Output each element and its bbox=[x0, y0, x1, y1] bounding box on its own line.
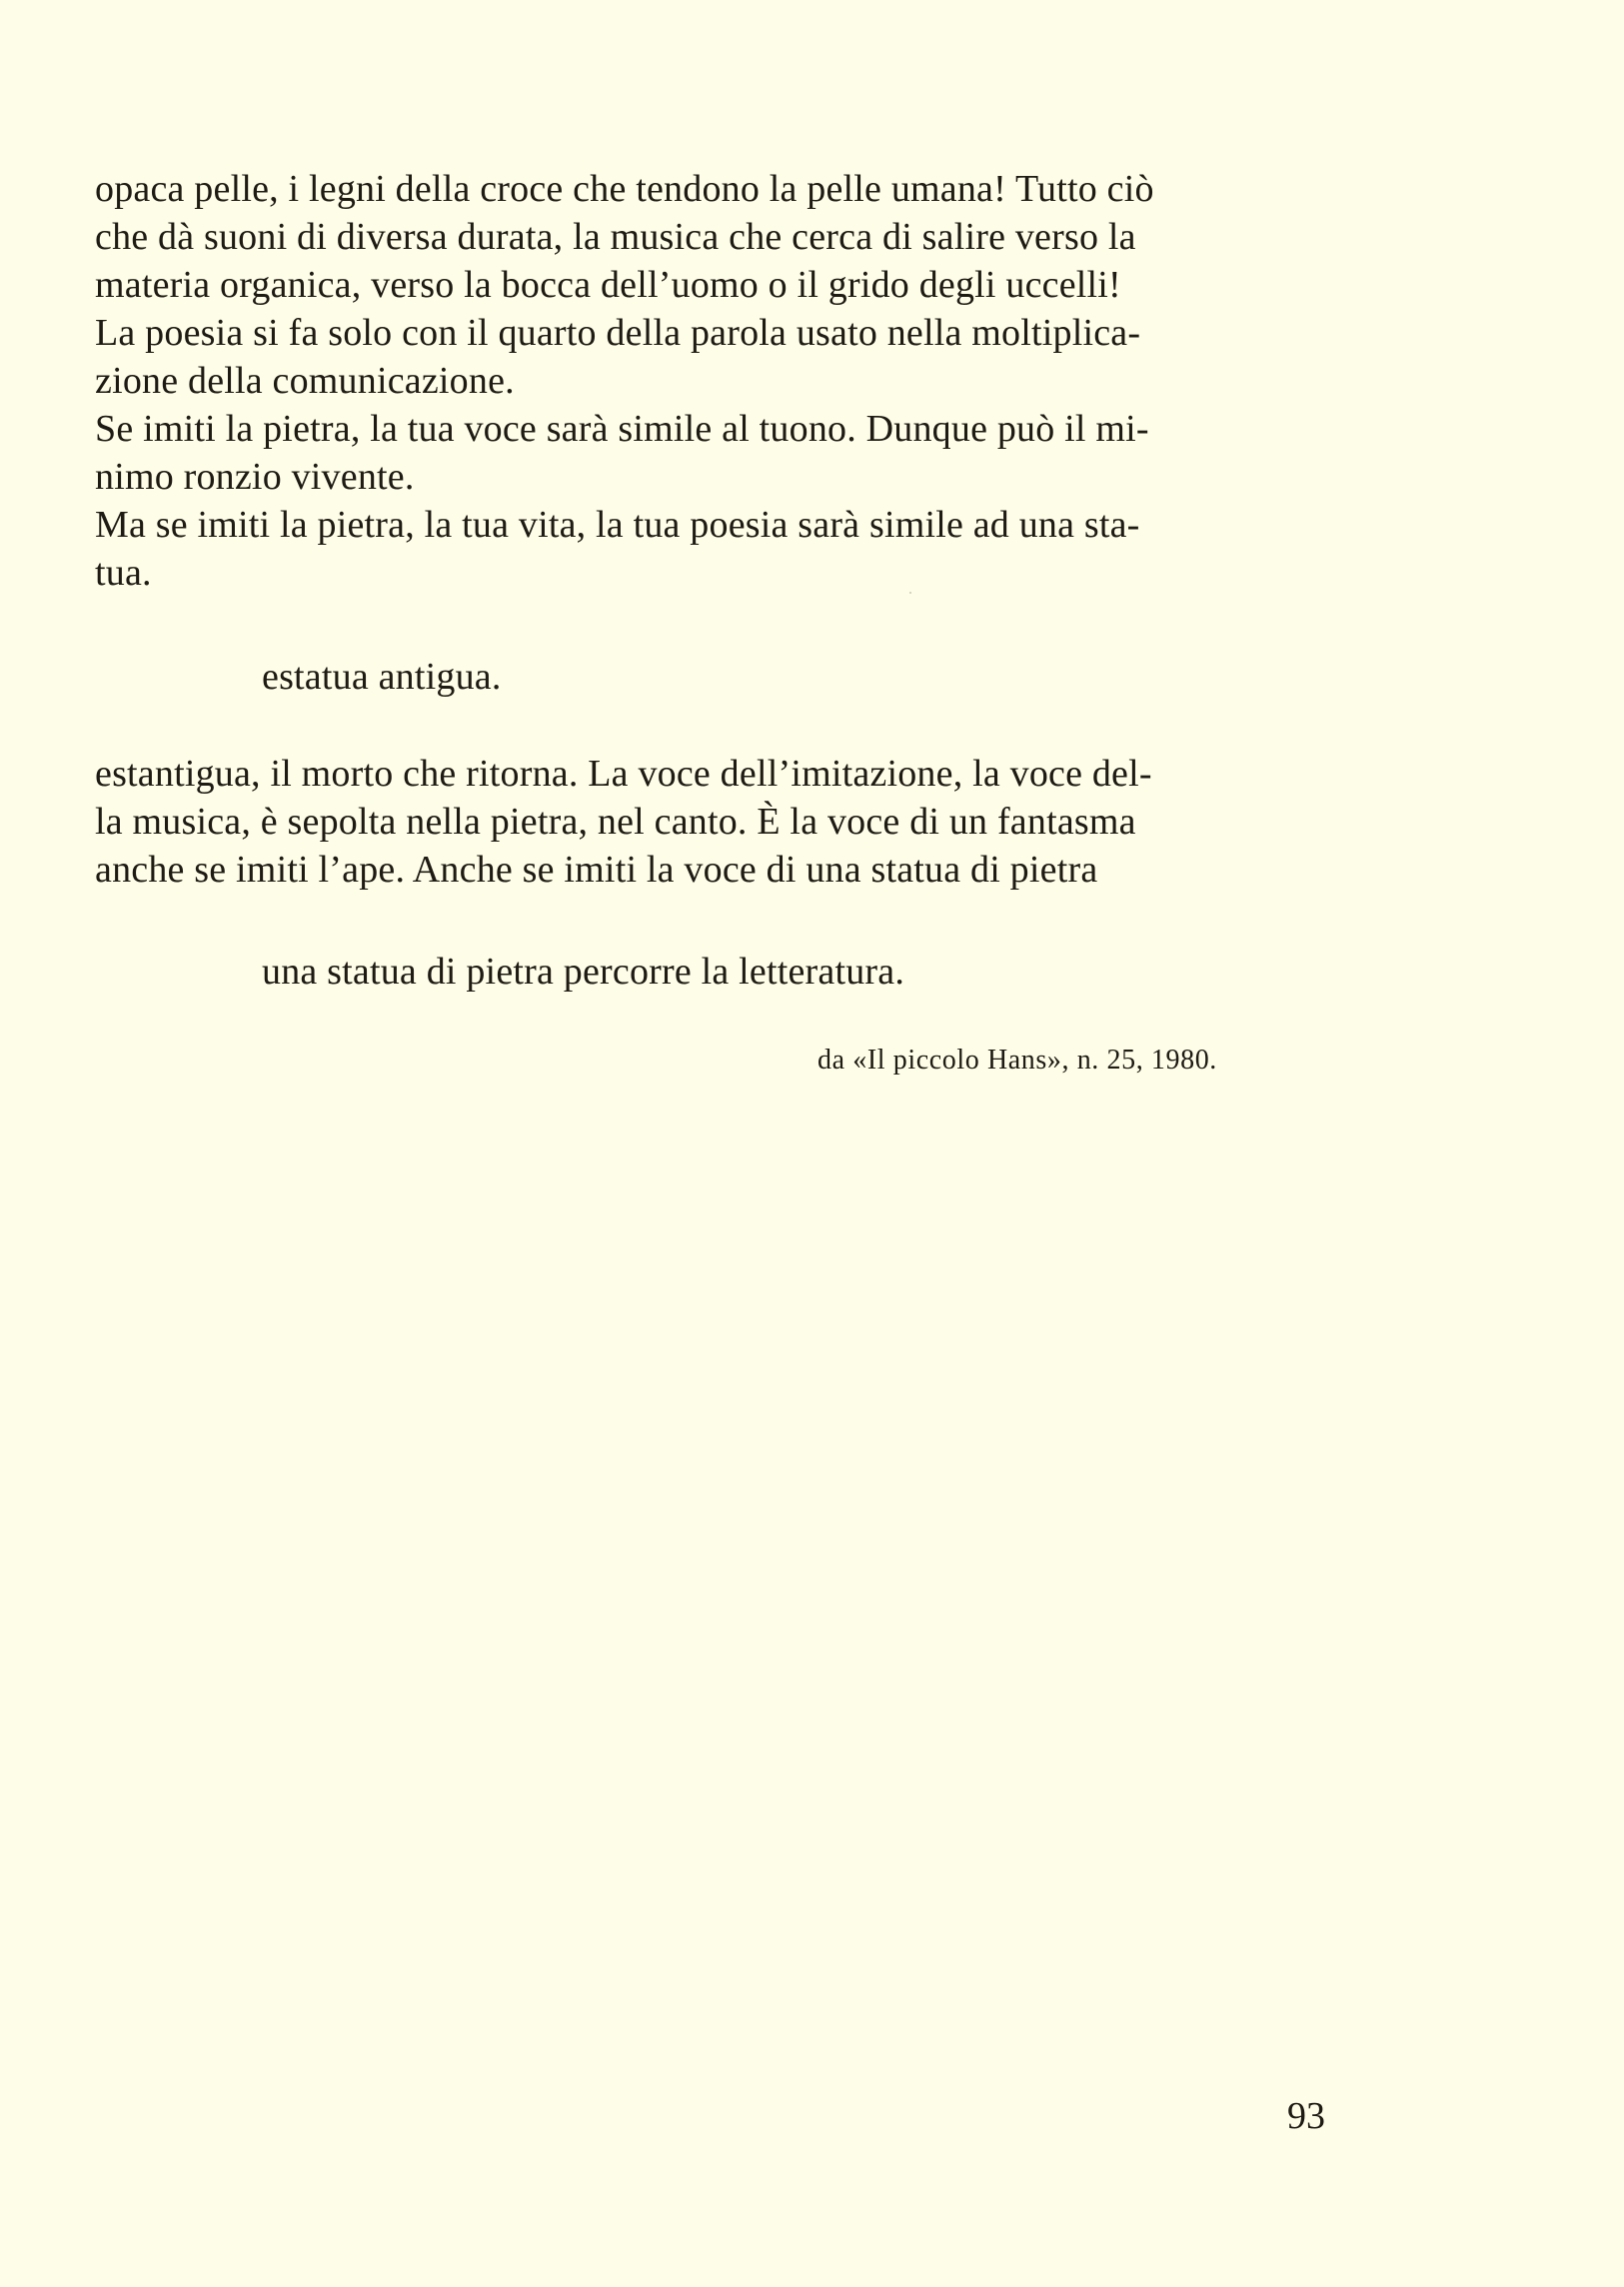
text-line: Ma se imiti la pietra, la tua vita, la tua poesia sarà simile ad una sta- bbox=[95, 504, 1140, 546]
paper-speck bbox=[909, 592, 911, 594]
text-line: nimo ronzio vivente. bbox=[95, 456, 415, 498]
text-line: La poesia si fa solo con il quarto della parola usato nella moltiplica- bbox=[95, 312, 1141, 354]
text-line: Se imiti la pietra, la tua voce sarà simile al tuono. Dunque può il mi- bbox=[95, 408, 1149, 450]
indented-quote-1: estatua antigua. bbox=[262, 656, 502, 698]
text-line: materia organica, verso la bocca dell’uomo o il grido degli uccelli! bbox=[95, 264, 1121, 306]
page-number: 93 bbox=[1287, 2095, 1325, 2137]
text-line: che dà suoni di diversa durata, la musica che cerca di salire verso la bbox=[95, 216, 1136, 258]
text-line: estantigua, il morto che ritorna. La voce dell’imitazione, la voce del- bbox=[95, 753, 1152, 795]
text-line: la musica, è sepolta nella pietra, nel canto. È la voce di un fantasma bbox=[95, 801, 1136, 843]
text-line: anche se imiti l’ape. Anche se imiti la voce di una statua di pietra bbox=[95, 849, 1098, 891]
text-line: zione della comunicazione. bbox=[95, 360, 515, 402]
text-line: tua. bbox=[95, 552, 152, 594]
indented-quote-2: una statua di pietra percorre la letteratura. bbox=[262, 951, 905, 993]
source-citation: da «Il piccolo Hans», n. 25, 1980. bbox=[817, 1045, 1217, 1076]
text-line: opaca pelle, i legni della croce che tendono la pelle umana! Tutto ciò bbox=[95, 168, 1154, 210]
